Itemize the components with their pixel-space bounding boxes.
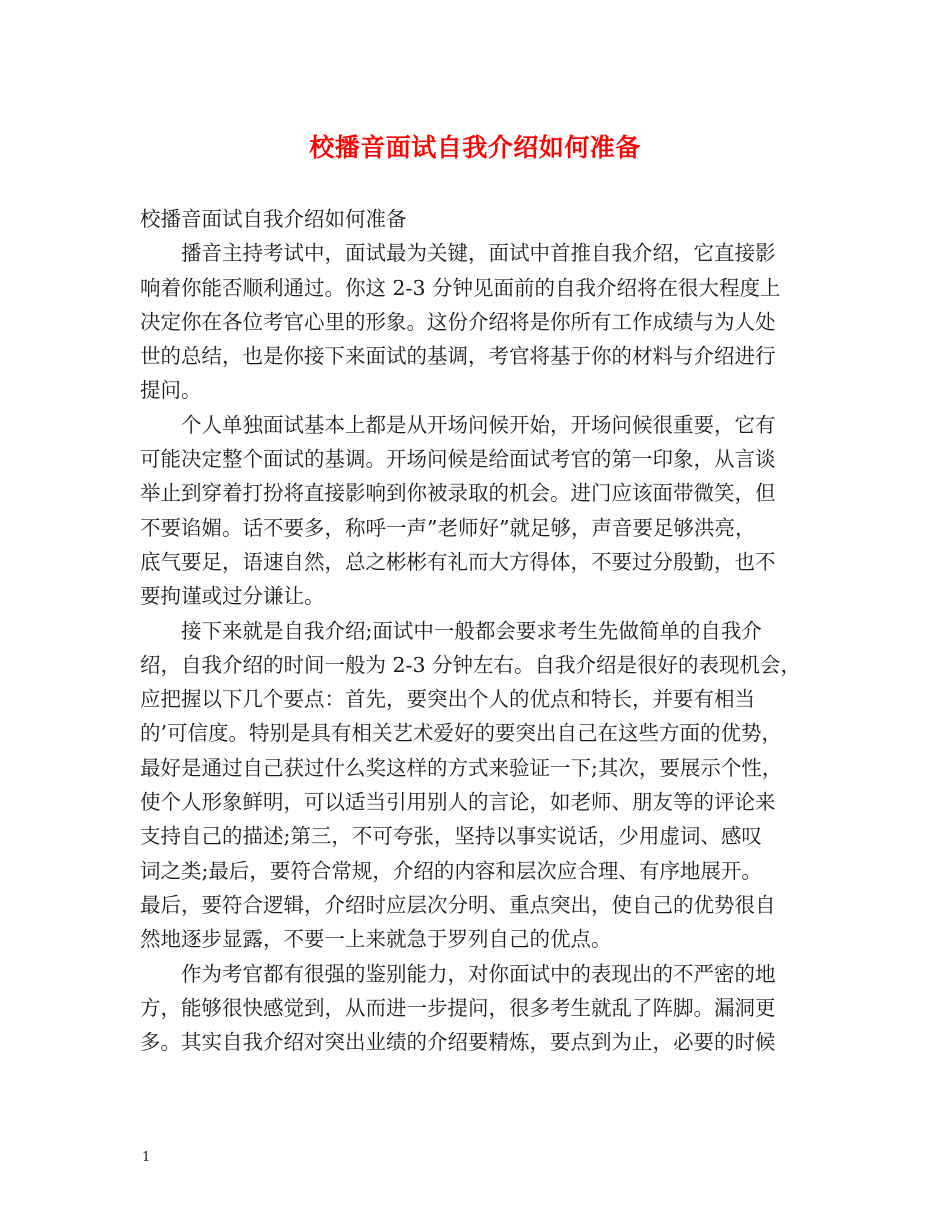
paragraph-2-line-5: 底气要足，语速自然，总之彬彬有礼而大方得体，不要过分殷勤，也不 (140, 549, 776, 574)
paragraph-3-line-8: 词之类;最后，要符合常规，介绍的内容和层次应合理、有序地展开。 (140, 858, 762, 883)
paragraph-2-line-6: 要拘谨或过分谦让。 (140, 584, 325, 609)
paragraph-3-line-5: 最好是通过自己获过什么奖这样的方式来验证一下;其次，要展示个性， (140, 755, 783, 780)
subtitle-line: 校播音面试自我介绍如何准备 (140, 207, 407, 231)
paragraph-1-line-1: 播音主持考试中，面试最为关键，面试中首推自我介绍，它直接影 (181, 241, 776, 266)
paragraph-2-line-3: 举止到穿着打扮将直接影响到你被录取的机会。进门应该面带微笑，但 (140, 481, 776, 506)
paragraph-1-line-5: 提问。 (140, 378, 202, 403)
paragraph-3-line-9: 最后，要符合逻辑，介绍时应层次分明、重点突出，使自己的优势很自 (140, 892, 776, 917)
paragraph-3-line-1: 接下来就是自我介绍;面试中一般都会要求考生先做简单的自我介 (181, 618, 762, 643)
paragraph-2-line-2: 可能决定整个面试的基调。开场问候是给面试考官的第一印象，从言谈 (140, 447, 776, 472)
paragraph-1-line-3: 决定你在各位考官心里的形象。这份介绍将是你所有工作成绩与为人处 (140, 309, 776, 334)
paragraph-1-line-4: 世的总结，也是你接下来面试的基调，考官将基于你的材料与介绍进行 (140, 344, 776, 369)
paragraph-3-line-6: 使个人形象鲜明，可以适当引用别人的言论，如老师、朋友等的评论来 (140, 790, 776, 815)
document-body (140, 202, 815, 1059)
paragraph-3-line-10: 然地逐步显露，不要一上来就急于罗列自己的优点。 (140, 927, 612, 952)
paragraph-3-line-7: 支持自己的描述;第三，不可夸张，坚持以事实说话，少用虚词、感叹 (140, 824, 762, 849)
paragraph-1-line-2: 响着你能否顺利通过。你这 2-3 分钟见面前的自我介绍将在很大程度上 (140, 275, 781, 300)
paragraph-3-line-3: 应把握以下几个要点：首先，要突出个人的优点和特长，并要有相当 (140, 687, 755, 712)
paragraph-3-line-2: 绍，自我介绍的时间一般为 2-3 分钟左右。自我介绍是很好的表现机会， (140, 652, 802, 677)
document-title: 校播音面试自我介绍如何准备 (309, 133, 641, 162)
paragraph-4-line-3: 多。其实自我介绍对突出业绩的介绍要精炼，要点到为止，必要的时候 (140, 1030, 776, 1055)
paragraph-2-line-4: 不要谄媚。话不要多，称呼一声”老师好”就足够，声音要足够洪亮， (140, 515, 756, 540)
paragraph-4-line-2: 方，能够很快感觉到，从而进一步提问，很多考生就乱了阵脚。漏洞更 (140, 995, 776, 1020)
paragraph-4-line-1: 作为考官都有很强的鉴别能力，对你面试中的表现出的不严密的地 (181, 961, 776, 986)
page-number: 1 (142, 1150, 151, 1165)
paragraph-3-line-4: 的’可信度。特别是具有相关艺术爱好的要突出自己在这些方面的优势， (140, 721, 783, 746)
paragraph-2-line-1: 个人单独面试基本上都是从开场问候开始，开场问候很重要，它有 (181, 412, 776, 437)
